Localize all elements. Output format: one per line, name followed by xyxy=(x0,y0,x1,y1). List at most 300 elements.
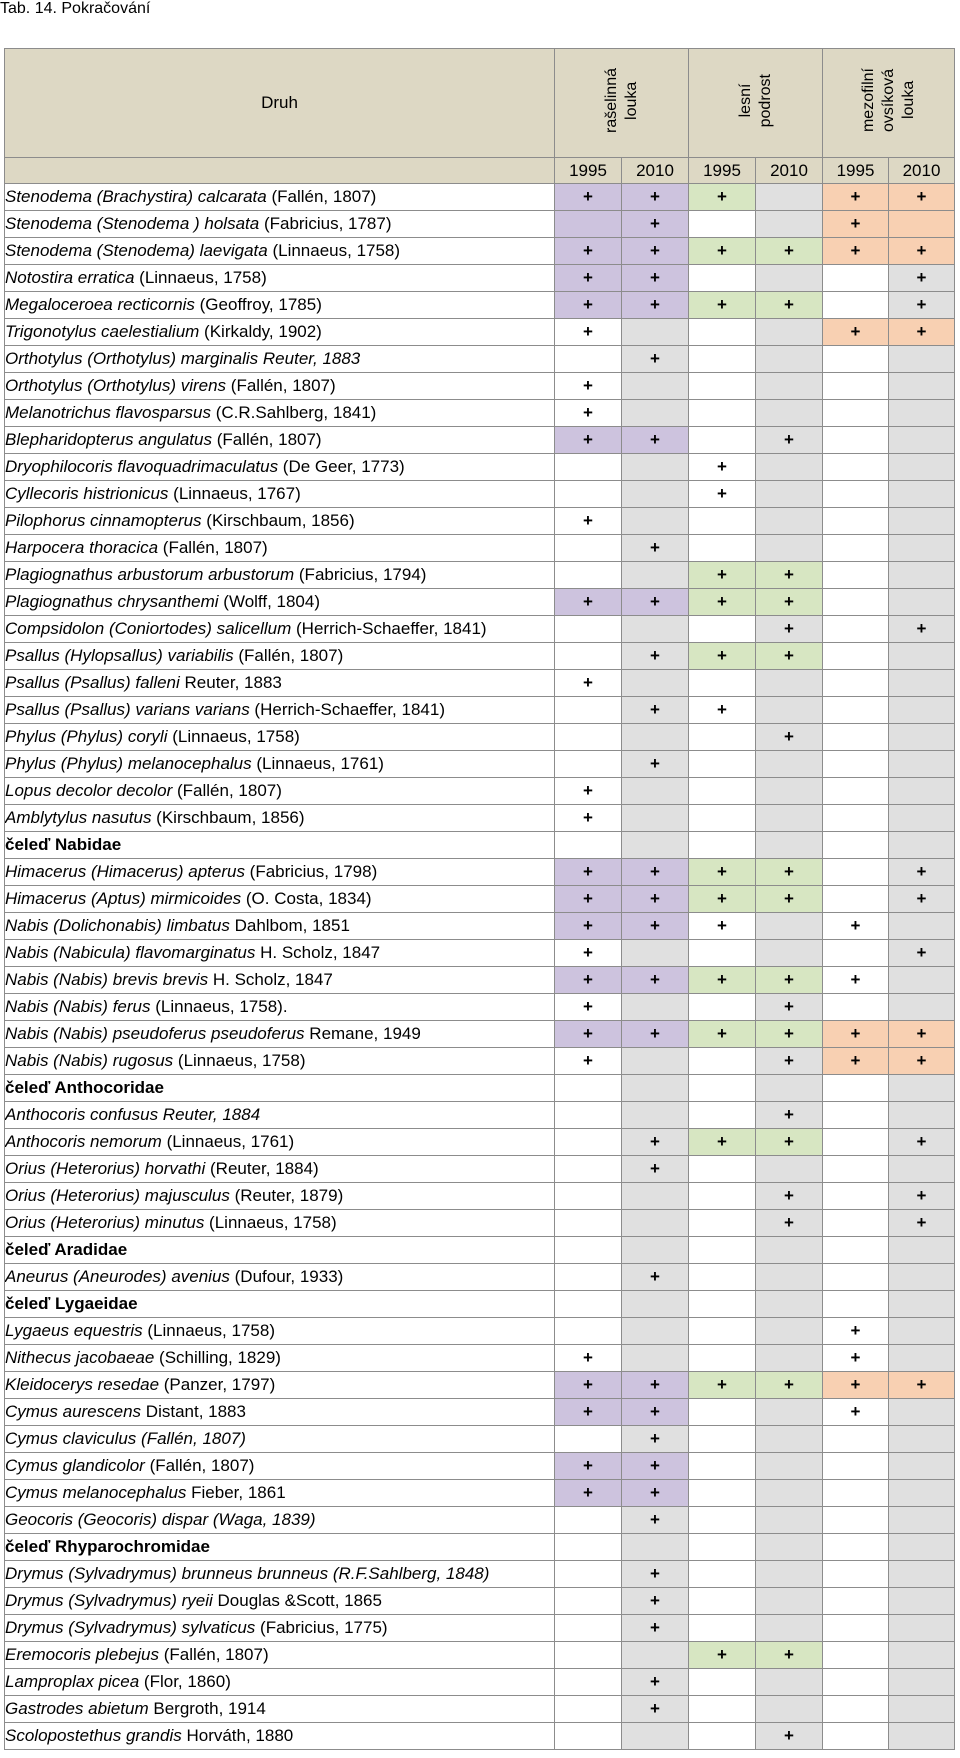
presence-cell xyxy=(889,1075,955,1102)
presence-cell xyxy=(889,454,955,481)
presence-cell: + xyxy=(622,1021,689,1048)
presence-cell xyxy=(889,1156,955,1183)
presence-cell xyxy=(823,1264,889,1291)
presence-cell xyxy=(555,1561,622,1588)
species-name-cell xyxy=(5,1318,555,1345)
presence-cell xyxy=(756,670,823,697)
presence-cell xyxy=(756,1318,823,1345)
presence-cell: + xyxy=(622,1507,689,1534)
species-author: (Linnaeus, 1761) xyxy=(161,1132,295,1151)
presence-cell: + xyxy=(622,238,689,265)
year-header-row xyxy=(5,158,955,184)
presence-cell: + xyxy=(555,1021,622,1048)
table-row xyxy=(5,454,955,481)
presence-cell xyxy=(756,1426,823,1453)
table-row xyxy=(5,913,955,940)
year-header: 1995 xyxy=(689,158,756,184)
species-name: Blepharidopterus angulatus xyxy=(5,430,212,449)
habitat-label: mezofilní ovsíková louka xyxy=(859,68,917,133)
presence-cell xyxy=(889,481,955,508)
presence-cell xyxy=(622,1318,689,1345)
presence-cell: + xyxy=(689,292,756,319)
species-author: Horváth, 1880 xyxy=(181,1726,294,1745)
species-name-cell xyxy=(5,886,555,913)
presence-cell: + xyxy=(756,1210,823,1237)
species-name-cell xyxy=(5,1696,555,1723)
presence-cell xyxy=(823,859,889,886)
species-name-cell xyxy=(5,238,555,265)
presence-cell: + xyxy=(756,724,823,751)
presence-cell xyxy=(756,778,823,805)
presence-cell xyxy=(889,1507,955,1534)
presence-cell xyxy=(889,778,955,805)
presence-cell xyxy=(689,778,756,805)
presence-cell xyxy=(823,1642,889,1669)
presence-cell: + xyxy=(689,238,756,265)
table-row xyxy=(5,724,955,751)
presence-cell: + xyxy=(555,427,622,454)
species-name-cell xyxy=(5,454,555,481)
presence-cell xyxy=(823,805,889,832)
presence-cell xyxy=(889,1426,955,1453)
table-row xyxy=(5,859,955,886)
presence-cell xyxy=(622,1534,689,1561)
presence-cell xyxy=(555,1588,622,1615)
year-header: 2010 xyxy=(889,158,955,184)
species-name-cell xyxy=(5,1453,555,1480)
presence-cell xyxy=(823,751,889,778)
presence-cell: + xyxy=(756,1102,823,1129)
presence-cell: + xyxy=(756,1642,823,1669)
species-name: Geocoris (Geocoris) dispar (Waga, 1839) xyxy=(5,1510,316,1529)
species-name: Phylus (Phylus) melanocephalus xyxy=(5,754,252,773)
presence-cell xyxy=(756,184,823,211)
presence-cell xyxy=(823,562,889,589)
presence-cell xyxy=(823,1075,889,1102)
presence-cell: + xyxy=(823,1318,889,1345)
presence-cell xyxy=(756,832,823,859)
presence-cell xyxy=(689,724,756,751)
species-name-cell xyxy=(5,1642,555,1669)
presence-cell: + xyxy=(889,238,955,265)
species-name: Drymus (Sylvadrymus) ryeii xyxy=(5,1591,213,1610)
species-name: Nabis (Nabis) pseudoferus pseudoferus xyxy=(5,1024,305,1043)
presence-cell xyxy=(689,1264,756,1291)
presence-cell xyxy=(889,346,955,373)
species-name: Drymus (Sylvadrymus) brunneus brunneus (R.F.Sahlberg, 1848) xyxy=(5,1564,490,1583)
presence-cell xyxy=(823,373,889,400)
species-name: Dryophilocoris flavoquadrimaculatus xyxy=(5,457,279,476)
species-name-cell xyxy=(5,1021,555,1048)
presence-cell xyxy=(823,481,889,508)
presence-cell xyxy=(823,1426,889,1453)
presence-cell xyxy=(823,400,889,427)
presence-cell xyxy=(622,1237,689,1264)
table-row xyxy=(5,1156,955,1183)
presence-cell: + xyxy=(756,967,823,994)
presence-cell xyxy=(555,1669,622,1696)
presence-cell: + xyxy=(756,562,823,589)
presence-cell xyxy=(889,805,955,832)
species-author: (Fallén, 1807) xyxy=(233,646,344,665)
presence-cell: + xyxy=(756,589,823,616)
presence-cell xyxy=(689,1507,756,1534)
presence-cell: + xyxy=(689,184,756,211)
presence-cell: + xyxy=(823,1021,889,1048)
presence-cell xyxy=(756,697,823,724)
presence-cell xyxy=(689,616,756,643)
table-row xyxy=(5,1588,955,1615)
presence-cell: + xyxy=(555,1372,622,1399)
species-name: Trigonotylus caelestialium xyxy=(5,322,200,341)
habitat-header-raselinna xyxy=(555,49,689,158)
presence-cell xyxy=(756,1453,823,1480)
presence-cell xyxy=(555,535,622,562)
species-name-cell xyxy=(5,670,555,697)
presence-cell xyxy=(689,1615,756,1642)
presence-cell xyxy=(689,805,756,832)
presence-cell: + xyxy=(622,1264,689,1291)
presence-cell xyxy=(756,535,823,562)
presence-cell: + xyxy=(622,265,689,292)
presence-cell xyxy=(555,1723,622,1750)
family-name: čeleď Anthocoridae xyxy=(5,1075,555,1102)
presence-cell: + xyxy=(889,940,955,967)
species-name-cell xyxy=(5,859,555,886)
presence-cell xyxy=(555,1615,622,1642)
table-row xyxy=(5,886,955,913)
species-author: Distant, 1883 xyxy=(141,1402,246,1421)
presence-cell xyxy=(689,373,756,400)
presence-cell xyxy=(889,535,955,562)
species-name: Nabis (Nabicula) flavomarginatus xyxy=(5,943,256,962)
presence-cell xyxy=(823,1129,889,1156)
presence-cell xyxy=(689,1210,756,1237)
species-name: Anthocoris confusus Reuter, 1884 xyxy=(5,1105,261,1124)
presence-cell xyxy=(823,940,889,967)
species-author: Reuter, 1883 xyxy=(179,673,282,692)
presence-cell: + xyxy=(622,184,689,211)
presence-cell xyxy=(622,508,689,535)
presence-cell: + xyxy=(555,1480,622,1507)
presence-cell: + xyxy=(756,994,823,1021)
presence-cell xyxy=(689,1318,756,1345)
presence-cell xyxy=(889,1264,955,1291)
presence-cell xyxy=(555,346,622,373)
presence-cell xyxy=(756,913,823,940)
species-author: (Fallén, 1807) xyxy=(266,187,377,206)
table-row xyxy=(5,1102,955,1129)
presence-cell xyxy=(823,832,889,859)
species-name: Gastrodes abietum xyxy=(5,1699,149,1718)
presence-cell xyxy=(823,994,889,1021)
species-author: (Geoffroy, 1785) xyxy=(194,295,322,314)
presence-cell xyxy=(689,1237,756,1264)
family-name: čeleď Nabidae xyxy=(5,832,555,859)
species-name-cell xyxy=(5,1723,555,1750)
presence-cell xyxy=(889,589,955,616)
presence-cell xyxy=(555,1129,622,1156)
species-name-cell xyxy=(5,697,555,724)
presence-cell: + xyxy=(689,589,756,616)
presence-cell xyxy=(555,1642,622,1669)
species-name-cell xyxy=(5,1102,555,1129)
presence-cell xyxy=(823,1507,889,1534)
presence-cell xyxy=(889,211,955,238)
presence-cell xyxy=(823,616,889,643)
presence-cell xyxy=(622,1183,689,1210)
presence-cell: + xyxy=(622,1129,689,1156)
presence-cell xyxy=(823,265,889,292)
presence-cell: + xyxy=(756,1183,823,1210)
presence-cell xyxy=(823,1588,889,1615)
presence-cell xyxy=(889,1588,955,1615)
species-name: Pilophorus cinnamopterus xyxy=(5,511,202,530)
species-author: (Linnaeus, 1758) xyxy=(204,1213,337,1232)
presence-cell: + xyxy=(622,697,689,724)
presence-cell xyxy=(823,427,889,454)
presence-cell xyxy=(756,940,823,967)
presence-cell xyxy=(756,1480,823,1507)
presence-cell xyxy=(555,1426,622,1453)
species-name: Nabis (Dolichonabis) limbatus xyxy=(5,916,230,935)
species-author: Douglas &Scott, 1865 xyxy=(212,1591,382,1610)
presence-cell: + xyxy=(555,1048,622,1075)
presence-cell xyxy=(622,1075,689,1102)
family-row xyxy=(5,832,955,859)
presence-cell: + xyxy=(622,1561,689,1588)
year-header: 1995 xyxy=(823,158,889,184)
year-header: 1995 xyxy=(555,158,622,184)
species-name-cell xyxy=(5,1129,555,1156)
presence-cell: + xyxy=(823,1372,889,1399)
table-row xyxy=(5,1561,955,1588)
presence-cell: + xyxy=(622,1453,689,1480)
species-name: Phylus (Phylus) coryli xyxy=(5,727,168,746)
presence-cell: + xyxy=(622,643,689,670)
presence-cell xyxy=(889,400,955,427)
year-header: 2010 xyxy=(622,158,689,184)
presence-cell xyxy=(823,1237,889,1264)
species-name: Scolopostethus grandis xyxy=(5,1726,182,1745)
species-author: (Fabricius, 1798) xyxy=(244,862,378,881)
species-name: Amblytylus nasutus xyxy=(5,808,152,827)
presence-cell: + xyxy=(555,292,622,319)
presence-cell: + xyxy=(756,1129,823,1156)
species-name: Orius (Heterorius) horvathi xyxy=(5,1159,206,1178)
table-row xyxy=(5,238,955,265)
presence-cell xyxy=(555,643,622,670)
species-name-cell xyxy=(5,481,555,508)
table-row xyxy=(5,211,955,238)
presence-cell xyxy=(889,1534,955,1561)
presence-cell xyxy=(622,940,689,967)
habitat-header-mezofilni xyxy=(823,49,955,158)
presence-cell xyxy=(622,1723,689,1750)
species-author: (Linnaeus, 1758) xyxy=(167,727,300,746)
species-name-cell xyxy=(5,508,555,535)
table-row xyxy=(5,643,955,670)
presence-cell xyxy=(823,535,889,562)
table-row xyxy=(5,940,955,967)
presence-cell: + xyxy=(756,643,823,670)
species-author: Dahlbom, 1851 xyxy=(229,916,350,935)
species-name-cell xyxy=(5,427,555,454)
presence-cell: + xyxy=(622,211,689,238)
table-row xyxy=(5,967,955,994)
presence-cell xyxy=(823,778,889,805)
table-row xyxy=(5,805,955,832)
presence-cell: + xyxy=(555,1399,622,1426)
presence-cell xyxy=(622,832,689,859)
species-name: Psallus (Psallus) varians varians xyxy=(5,700,250,719)
habitat-header-lesni xyxy=(689,49,823,158)
habitat-label: lesní podrost xyxy=(736,73,774,128)
table-row xyxy=(5,697,955,724)
species-author: (Flor, 1860) xyxy=(139,1672,231,1691)
presence-cell xyxy=(889,1102,955,1129)
presence-cell xyxy=(689,1291,756,1318)
species-name-cell xyxy=(5,913,555,940)
species-name: Harpocera thoracica xyxy=(5,538,159,557)
presence-cell xyxy=(555,1291,622,1318)
species-author: (Fabricius, 1787) xyxy=(259,214,392,233)
presence-cell xyxy=(889,643,955,670)
species-name-cell xyxy=(5,1561,555,1588)
habitat-header-row xyxy=(5,49,955,158)
table-row xyxy=(5,427,955,454)
presence-cell: + xyxy=(689,481,756,508)
presence-cell xyxy=(889,562,955,589)
presence-cell xyxy=(622,994,689,1021)
species-name: Stenodema (Stenodema) laevigata xyxy=(5,241,268,260)
species-name-cell xyxy=(5,1507,555,1534)
presence-cell: + xyxy=(622,751,689,778)
species-name: Cymus melanocephalus xyxy=(5,1483,187,1502)
presence-cell: + xyxy=(756,238,823,265)
species-author: (De Geer, 1773) xyxy=(278,457,405,476)
table-row xyxy=(5,1669,955,1696)
species-name-cell xyxy=(5,1399,555,1426)
presence-cell xyxy=(622,400,689,427)
presence-cell xyxy=(555,1237,622,1264)
species-author: (Linnaeus, 1758) xyxy=(173,1051,306,1070)
presence-cell xyxy=(889,724,955,751)
presence-cell xyxy=(622,1642,689,1669)
presence-cell xyxy=(889,1318,955,1345)
presence-cell xyxy=(555,1534,622,1561)
species-author: (Linnaeus, 1758) xyxy=(142,1321,275,1340)
presence-cell xyxy=(823,1696,889,1723)
species-author: (Wolff, 1804) xyxy=(218,592,320,611)
presence-cell: + xyxy=(689,697,756,724)
presence-cell xyxy=(689,1102,756,1129)
species-name: Stenodema (Brachystira) calcarata xyxy=(5,187,267,206)
table-row xyxy=(5,346,955,373)
species-name: Nabis (Nabis) ferus xyxy=(5,997,151,1016)
presence-cell xyxy=(889,751,955,778)
table-row xyxy=(5,1183,955,1210)
presence-cell xyxy=(823,724,889,751)
presence-cell: + xyxy=(823,319,889,346)
presence-cell xyxy=(756,373,823,400)
presence-cell xyxy=(622,319,689,346)
presence-cell: + xyxy=(823,211,889,238)
species-name: Aneurus (Aneurodes) avenius xyxy=(5,1267,230,1286)
family-row xyxy=(5,1237,955,1264)
presence-cell xyxy=(555,1264,622,1291)
species-author: (Fallén, 1807) xyxy=(172,781,282,800)
presence-cell xyxy=(889,508,955,535)
presence-cell xyxy=(622,373,689,400)
species-name: Cymus glandicolor xyxy=(5,1456,145,1475)
table-row xyxy=(5,400,955,427)
presence-cell xyxy=(555,211,622,238)
presence-cell xyxy=(622,805,689,832)
presence-cell xyxy=(555,454,622,481)
presence-cell xyxy=(889,1345,955,1372)
presence-cell xyxy=(756,805,823,832)
species-author: (Schilling, 1829) xyxy=(154,1348,281,1367)
presence-cell xyxy=(823,1183,889,1210)
presence-cell: + xyxy=(756,859,823,886)
species-author: (Linnaeus, 1758) xyxy=(267,241,401,260)
presence-cell xyxy=(756,211,823,238)
presence-cell: + xyxy=(555,859,622,886)
species-name-cell xyxy=(5,373,555,400)
presence-cell: + xyxy=(622,1669,689,1696)
species-name-cell xyxy=(5,967,555,994)
table-row xyxy=(5,1480,955,1507)
presence-cell xyxy=(756,265,823,292)
presence-cell xyxy=(756,400,823,427)
species-name-cell xyxy=(5,643,555,670)
table-row xyxy=(5,535,955,562)
presence-cell xyxy=(756,1669,823,1696)
presence-cell: + xyxy=(689,1642,756,1669)
table-row xyxy=(5,1210,955,1237)
species-name-cell xyxy=(5,1372,555,1399)
table-row xyxy=(5,1453,955,1480)
presence-cell xyxy=(555,616,622,643)
presence-cell xyxy=(555,1075,622,1102)
species-author: (Kirschbaum, 1856) xyxy=(151,808,305,827)
presence-cell xyxy=(689,1696,756,1723)
table-row xyxy=(5,1048,955,1075)
presence-cell: + xyxy=(823,1345,889,1372)
presence-cell xyxy=(889,1480,955,1507)
table-row xyxy=(5,994,955,1021)
presence-cell xyxy=(823,886,889,913)
species-name: Cyllecoris histrionicus xyxy=(5,484,169,503)
presence-cell xyxy=(823,1291,889,1318)
presence-cell: + xyxy=(622,886,689,913)
species-name: Himacerus (Himacerus) apterus xyxy=(5,862,245,881)
species-name: Notostira erratica xyxy=(5,268,135,287)
presence-cell xyxy=(622,1345,689,1372)
presence-cell xyxy=(689,832,756,859)
presence-cell: + xyxy=(555,400,622,427)
presence-cell xyxy=(823,1102,889,1129)
table-row xyxy=(5,1426,955,1453)
species-name-cell xyxy=(5,724,555,751)
presence-cell xyxy=(889,1669,955,1696)
presence-cell: + xyxy=(889,184,955,211)
presence-cell xyxy=(889,1291,955,1318)
table-caption: Tab. 14. Pokračování xyxy=(0,0,151,17)
family-name: čeleď Lygaeidae xyxy=(5,1291,555,1318)
species-name-cell xyxy=(5,1264,555,1291)
